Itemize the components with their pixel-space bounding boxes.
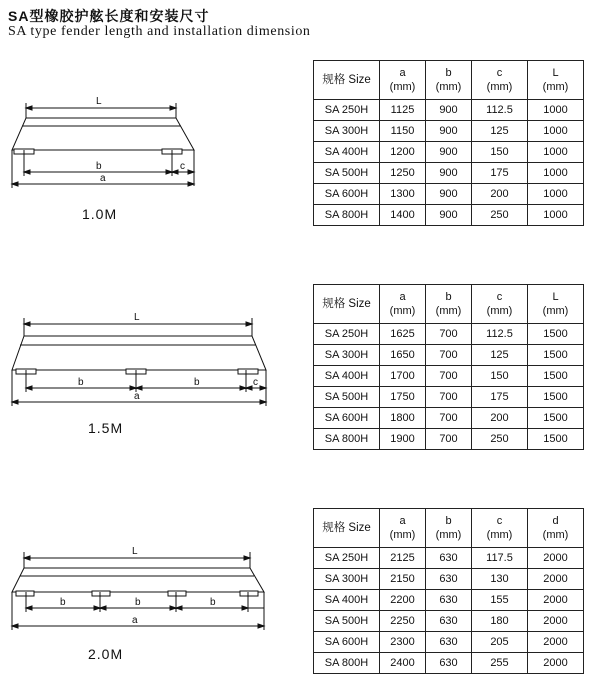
cell: 1200 (380, 142, 426, 163)
cell: 250 (472, 429, 528, 450)
cell: 1500 (528, 324, 584, 345)
table-row (314, 142, 584, 163)
fender-diagram-1-5m (0, 230, 300, 450)
cell: 630 (426, 590, 472, 611)
table-row (314, 429, 584, 450)
size-label-1-0m: 1.0M (82, 206, 118, 222)
cell: 1500 (528, 429, 584, 450)
col-header-L: L (mm) (528, 61, 584, 100)
cell: 630 (426, 548, 472, 569)
cell: 200 (472, 408, 528, 429)
cell: 1500 (528, 387, 584, 408)
dim-label-a: a (134, 391, 140, 402)
cell: 700 (426, 324, 472, 345)
cell: 1800 (380, 408, 426, 429)
cell: 205 (472, 632, 528, 653)
col-header-d: d (mm) (528, 509, 584, 548)
col-header-a: a (mm) (380, 285, 426, 324)
table-row (314, 408, 584, 429)
cell: 2400 (380, 653, 426, 674)
cell: 1400 (380, 205, 426, 226)
cell: SA 400H (314, 590, 380, 611)
table-row (314, 324, 584, 345)
cell: 900 (426, 163, 472, 184)
cell: 180 (472, 611, 528, 632)
cell: 2000 (528, 590, 584, 611)
cell: SA 250H (314, 548, 380, 569)
cell: 900 (426, 184, 472, 205)
cell: 112.5 (472, 324, 528, 345)
cell: 1650 (380, 345, 426, 366)
dim-label-c: c (180, 161, 185, 172)
cell: 125 (472, 121, 528, 142)
spec-table-1-5m (313, 284, 584, 450)
col-header-b: b (mm) (426, 61, 472, 100)
dim-label-b: b (135, 597, 141, 608)
dim-label-b: b (60, 597, 66, 608)
table-header-row (314, 509, 584, 548)
bolt-plate (168, 591, 186, 596)
dim-label-a: a (100, 173, 106, 184)
table-row (314, 121, 584, 142)
cell: 700 (426, 366, 472, 387)
spec-table-2-0m (313, 508, 584, 674)
bolt-plate (92, 591, 110, 596)
cell: 112.5 (472, 100, 528, 121)
cell: 2000 (528, 611, 584, 632)
cell: 900 (426, 100, 472, 121)
size-label-2-0m: 2.0M (88, 646, 124, 662)
dim-label-b: b (78, 377, 84, 388)
cell: 2000 (528, 569, 584, 590)
table-row (314, 184, 584, 205)
table-row (314, 163, 584, 184)
cell: 150 (472, 142, 528, 163)
col-header-L: L (mm) (528, 285, 584, 324)
cell: SA 800H (314, 429, 380, 450)
section-1-0m (0, 0, 600, 230)
cell: 175 (472, 387, 528, 408)
dim-label-b: b (210, 597, 216, 608)
cell: 155 (472, 590, 528, 611)
fender-diagram-2-0m (0, 450, 300, 672)
cell: 1000 (528, 100, 584, 121)
dim-label-b: b (96, 161, 102, 172)
table-row (314, 590, 584, 611)
cell: 1500 (528, 366, 584, 387)
cell: SA 400H (314, 366, 380, 387)
cell: 700 (426, 387, 472, 408)
col-header-a: a (mm) (380, 509, 426, 548)
cell: SA 600H (314, 632, 380, 653)
cell: 200 (472, 184, 528, 205)
cell: 125 (472, 345, 528, 366)
cell: 1500 (528, 408, 584, 429)
cell: 630 (426, 653, 472, 674)
table-row (314, 345, 584, 366)
cell: 700 (426, 429, 472, 450)
cell: SA 800H (314, 205, 380, 226)
cell: 1900 (380, 429, 426, 450)
table-header-row (314, 285, 584, 324)
table-row (314, 632, 584, 653)
cell: 255 (472, 653, 528, 674)
col-header-size: 规格 Size (314, 61, 380, 100)
cell: 250 (472, 205, 528, 226)
cell: 2300 (380, 632, 426, 653)
cell: SA 600H (314, 408, 380, 429)
cell: 1300 (380, 184, 426, 205)
cell: 2250 (380, 611, 426, 632)
cell: 2200 (380, 590, 426, 611)
cell: SA 500H (314, 611, 380, 632)
table-row (314, 569, 584, 590)
cell: 2000 (528, 548, 584, 569)
cell: SA 300H (314, 569, 380, 590)
cell: 1000 (528, 205, 584, 226)
cell: 630 (426, 632, 472, 653)
fender-body (12, 336, 266, 370)
cell: SA 800H (314, 653, 380, 674)
cell: 900 (426, 205, 472, 226)
cell: 1625 (380, 324, 426, 345)
cell: 1250 (380, 163, 426, 184)
cell: 900 (426, 142, 472, 163)
section-1-5m (0, 230, 600, 450)
col-header-c: c (mm) (472, 509, 528, 548)
section-2-0m (0, 450, 600, 672)
cell: SA 500H (314, 163, 380, 184)
dim-label-a: a (132, 615, 138, 626)
cell: 630 (426, 611, 472, 632)
cell: 1500 (528, 345, 584, 366)
cell: 1700 (380, 366, 426, 387)
size-label-1-5m: 1.5M (88, 420, 124, 436)
fender-diagram-1-0m (0, 0, 300, 230)
cell: SA 600H (314, 184, 380, 205)
dim-label-L: L (132, 546, 138, 557)
dim-label-L: L (134, 312, 140, 323)
bolt-plate (240, 591, 258, 596)
cell: 150 (472, 366, 528, 387)
col-header-a: a (mm) (380, 61, 426, 100)
dim-label-b: b (194, 377, 200, 388)
table-row (314, 387, 584, 408)
table-row (314, 653, 584, 674)
fender-body (12, 118, 194, 150)
page-title-cn: SA型橡胶护舷长度和安装尺寸 (8, 8, 210, 24)
cell: 700 (426, 408, 472, 429)
cell: 630 (426, 569, 472, 590)
cell: 130 (472, 569, 528, 590)
cell: SA 300H (314, 121, 380, 142)
col-header-b: b (mm) (426, 509, 472, 548)
table-row (314, 611, 584, 632)
col-header-size: 规格 Size (314, 285, 380, 324)
dim-label-c: c (253, 377, 258, 388)
fender-body (12, 568, 264, 592)
table-row (314, 100, 584, 121)
table-row (314, 366, 584, 387)
col-header-b: b (mm) (426, 285, 472, 324)
cell: 117.5 (472, 548, 528, 569)
cell: 1000 (528, 121, 584, 142)
cell: 1150 (380, 121, 426, 142)
page-title-en: SA type fender length and installation dimension (8, 24, 311, 39)
spec-table-1-0m (313, 60, 584, 226)
col-header-c: c (mm) (472, 61, 528, 100)
col-header-c: c (mm) (472, 285, 528, 324)
cell: 2000 (528, 653, 584, 674)
cell: 2150 (380, 569, 426, 590)
bolt-plate (16, 591, 34, 596)
table-row (314, 205, 584, 226)
cell: 2000 (528, 632, 584, 653)
dim-label-L: L (96, 96, 102, 107)
cell: 1125 (380, 100, 426, 121)
cell: 700 (426, 345, 472, 366)
cell: SA 250H (314, 100, 380, 121)
cell: 1000 (528, 142, 584, 163)
cell: 900 (426, 121, 472, 142)
cell: SA 400H (314, 142, 380, 163)
cell: 175 (472, 163, 528, 184)
cell: SA 300H (314, 345, 380, 366)
table-header-row (314, 61, 584, 100)
cell: 1750 (380, 387, 426, 408)
cell: SA 250H (314, 324, 380, 345)
bolt-plate (238, 369, 258, 374)
cell: 2125 (380, 548, 426, 569)
cell: 1000 (528, 184, 584, 205)
cell: SA 500H (314, 387, 380, 408)
table-row (314, 548, 584, 569)
col-header-size: 规格 Size (314, 509, 380, 548)
cell: 1000 (528, 163, 584, 184)
